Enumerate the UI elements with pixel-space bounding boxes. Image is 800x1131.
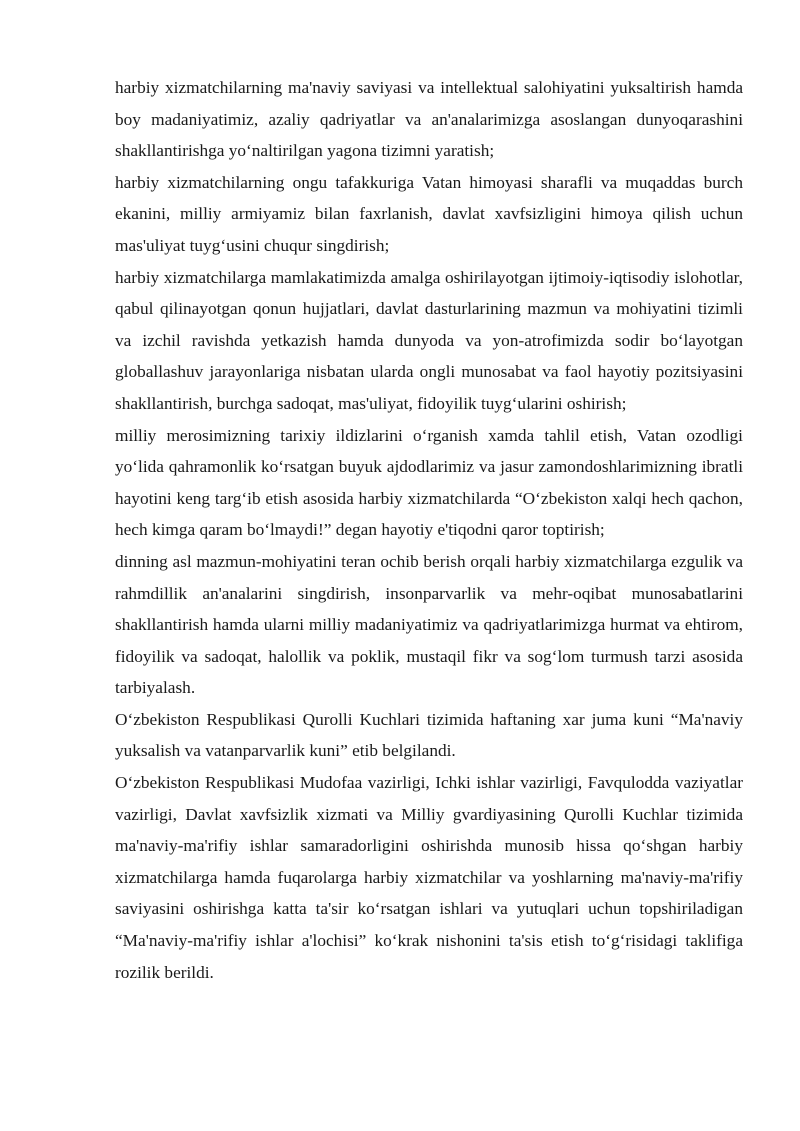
paragraph-goal-religious-values: dinning asl mazmun-mohiyatini teran ochib berish orqali harbiy xizmatchilarga ezgulik va rahmdillik an'analarini singdirish, insonparvarlik va mehr-oqibat munosabatlarini shakllantirish hamda ularni milliy madaniyatimiz va qadriyatlarimizga hurmat va ehtirom, fidoyilik va sadoqat, halollik va poklik, mustaqil fikr va sog‘lom turmush tarzi asosida tarbiyalash. bbox=[115, 551, 743, 698]
paragraph-goal-reform-awareness: harbiy xizmatchilarga mamlakatimizda amalga oshirilayotgan ijtimoiy-iqtisodiy islohotlar, qabul qilinayotgan qonun hujjatlari, davlat dasturlarining mazmun va mohiyatini tizimli va izchil ravishda yetkazish hamda dunyoda va yon-atrofimizda sodir bo‘layotgan globallashuv jarayonlariga nisbatan ularda ongli munosabat va faol hayotiy pozitsiyasini shakllantirish, burchga sadoqat, mas'uliyat, fidoyilik tuyg‘ularini oshirish; bbox=[115, 267, 743, 413]
paragraph-badge-establishment: O‘zbekiston Respublikasi Mudofaa vazirligi, Ichki ishlar vazirligi, Favqulodda vaziyatlar vazirligi, Davlat xavfsizlik xizmati va Milliy gvardiyasining Qurolli Kuchlar tizimida ma'naviy-ma'rifiy ishlar samaradorligini oshirishda munosib hissa qo‘shgan harbiy xizmatchilarga hamda fuqarolarga harbiy xizmatchilar va yoshlarning ma'naviy-ma'rifiy saviyasini oshirishga katta ta'sir ko‘rsatgan ishlari va yutuqlari uchun topshiriladigan “Ma'naviy-ma'rifiy ishlar a'lochisi” ko‘krak nishonini ta'sis etish to‘g‘risidagi taklifiga rozilik berildi. bbox=[115, 773, 743, 982]
paragraph-friday-day: O‘zbekiston Respublikasi Qurolli Kuchlari tizimida haftaning xar juma kuni “Ma'naviy yuksalish va vatanparvarlik kuni” etib belgilandi. bbox=[115, 709, 743, 761]
document-page bbox=[115, 72, 743, 988]
paragraph-goal-patriotic-duty: harbiy xizmatchilarning ongu tafakkuriga Vatan himoyasi sharafli va muqaddas burch ekanini, milliy armiyamiz bilan faxrlanish, davlat xavfsizligini himoya qilish uchun mas'uliyat tuyg‘usini chuqur singdirish; bbox=[115, 172, 743, 255]
paragraph-goal-historical-heritage: milliy merosimizning tarixiy ildizlarini o‘rganish xamda tahlil etish, Vatan ozodligi yo‘lida qahramonlik ko‘rsatgan buyuk ajdodlarimiz va jasur zamondoshlarimizning ibratli hayotini keng targ‘ib etish asosida harbiy xizmatchilarda “O‘zbekiston xalqi hech qachon, hech kimga qaram bo‘lmaydi!” degan hayotiy e'tiqodni qaror toptirish; bbox=[115, 425, 743, 540]
paragraph-goal-spiritual-level: harbiy xizmatchilarning ma'naviy saviyasi va intellektual salohiyatini yuksaltirish hamda boy madaniyatimiz, azaliy qadriyatlar va an'analarimizga asoslangan dunyoqarashini shakllantirishga yo‘naltirilgan yagona tizimni yaratish; bbox=[115, 78, 743, 161]
